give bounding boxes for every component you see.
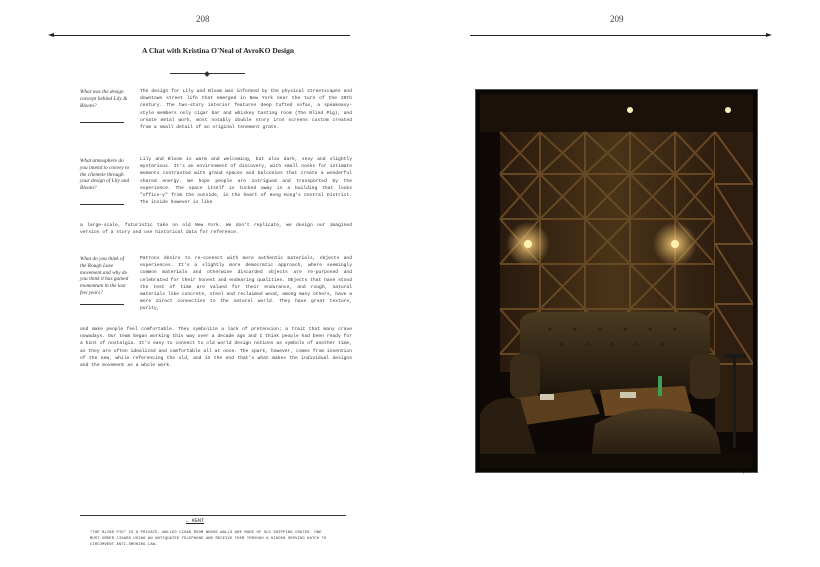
answer-3-continued: and make people feel comfortable. They symbolize a lack of pretension; a trait that many crave nowadays. Our team began working this way over a decade ago and I think people had been ready for a hint of nostalgia. It's easy to connect to old world design notions as symbols of another time, as they are often idealized and comfortable all at once. The spark, however, comes from invention of the new, while referencing the old, and in the end that's what makes the individual designs and the movement as a whole work. (80, 327, 352, 369)
question-2-rule (80, 204, 124, 205)
question-3-rule (80, 304, 124, 305)
left-page-number: 208 (196, 14, 210, 24)
footnote-marker-label[interactable]: ← KENT (186, 518, 205, 524)
answer-1: The design for Lily and Bloom was informed by the physical streetscapes and downtown street life that emerged in New York near the turn of the 20th century. The two-story interior features deep tufted sofas, a speakeasy-style members only cigar bar and whiskey tasting room (The Blind Pig), and ornate metal work, most notably double story iron screens custom created from a small detail of an original tenement grate. (140, 89, 352, 131)
question-3: What do you think of the Rough Luxe movement and why do you think it has gained momentum in the last few years? (80, 256, 129, 296)
footnote-marker[interactable] (186, 518, 204, 524)
answer-3: Patrons desire to re-connect with more authentic materials, objects and experiences. It's a slightly more democratic approach, where seemingly common materials and otherwise discarded objects are re-purposed and celebrated for their honest and endearing qualities. Objects that have stood the test of time are valued for their endurance, and rough, natural materials like concrete, steel and reclaimed wood, among many others, have a more direct connection to the natural world. They have great texture, purity, (140, 256, 352, 312)
answer-2: Lily and Bloom is warm and welcoming, but also dark, sexy and slightly mysterious. It's an environment of discovery, with small nooks for intimate moments contrasted with grand spaces and balconies that create a wonderful shared energy. We hope people are intrigued and transported by the experience. The space itself is tucked away in a building that looks "office-y" from the outside, in the heart of Hong Kong's Central District. The inside however is like (140, 157, 352, 206)
article-title: A Chat with Kristina O'Neal of AvroKO Design (141, 46, 295, 55)
left-header-rule (54, 35, 350, 36)
corner-mark: + (742, 471, 746, 477)
cigar-room-illustration (480, 94, 753, 468)
answer-2-continued: a large-scale, futuristic take on old New York. We don't replicate, we design our imagined version of a story and use historical data for reference. (80, 223, 352, 236)
title-divider (170, 73, 245, 74)
footnote-text: "THE BLIND PIG" IS A PRIVATE, WALLED CIGAR ROOM WHOSE WALLS ARE MADE OF OLD SHIPPING CRATES. ONE MUST ORDER CIGARS USING AN ANTIQUATED TELEPHONE AND RECEIVE THEM THROUGH A HIDDEN SERVING HATCH TO CIRCUMVENT ANTI-SMOKING LAW. (90, 531, 327, 547)
cigar-room-photo (475, 89, 758, 473)
right-header-rule (470, 35, 766, 36)
question-2: What atmosphere do you intend to convey to the clientele through your design of Lily and Bloom? (80, 158, 130, 192)
question-1-rule (80, 122, 124, 123)
right-page-number: 209 (610, 14, 624, 24)
question-1: What was the design concept behind Lily & Bloom? (80, 89, 128, 109)
footnote-rule (80, 515, 346, 516)
